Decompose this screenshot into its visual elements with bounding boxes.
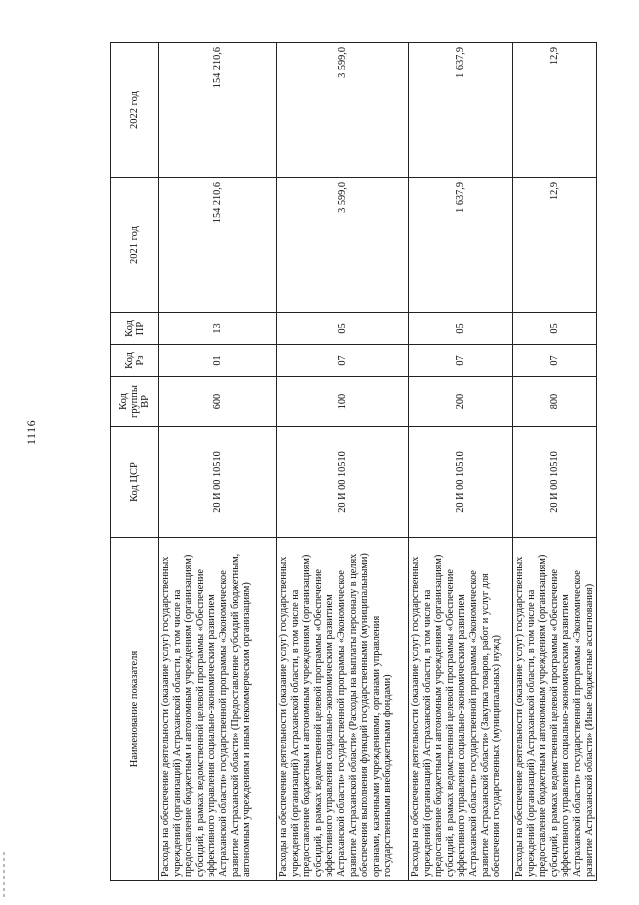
cell-pr: 13 [159, 313, 277, 345]
cell-2022: 1 637,9 [409, 43, 513, 178]
header-rz: Код Рз [111, 345, 159, 377]
cell-name: Расходы на обеспечение деятельности (оказание услуг) государственных учреждений (организаций) Астраханской области, в том числе на предоставление бюджетным и автономным учреждениям (организациям) субсидий, в рамках ведомственной целевой программы «Обеспечение эффективного управления социально-экономическим развитием Астраханской области» государственной программы «Экономическое развитие Астраханской области» (Иные бюджетные ассигнования) [513, 538, 597, 881]
cell-name: Расходы на обеспечение деятельности (оказание услуг) государственных учреждений (организаций) Астраханской области, в том числе на предоставление бюджетным и автономным учреждениям (организациям) субсидий, в рамках ведомственной целевой программы «Обеспечение эффективного управления социально-экономическим развитием Астраханской области» государственной программы «Экономическое развитие Астраханской области» (Расходы на выплаты персоналу в целях обеспечения выполнения функций государственными (муниципальными) органами, казенными учреждениями, органами управления государственными внебюджетными фондами) [277, 538, 409, 881]
cell-pr: 05 [409, 313, 513, 345]
header-2021: 2021 год [111, 178, 159, 313]
table-row [159, 43, 277, 881]
cell-vr: 100 [277, 377, 409, 427]
cell-pr: 05 [513, 313, 597, 345]
cell-2021: 1 637,9 [409, 178, 513, 313]
cell-vr: 200 [409, 377, 513, 427]
cell-rz: 07 [513, 345, 597, 377]
cell-name: Расходы на обеспечение деятельности (оказание услуг) государственных учреждений (организаций) Астраханской области, в том числе на предоставление бюджетным и автономным учреждениям (организациям) субсидий, в рамках ведомственной целевой программы «Обеспечение эффективного управления социально-экономическим развитием Астраханской области» государственной программы «Экономическое развитие Астраханской области» (Предоставление субсидий бюджетным, автономным учреждениям и иным некоммерческим организациям) [159, 538, 277, 881]
cell-name: Расходы на обеспечение деятельности (оказание услуг) государственных учреждений (организаций) Астраханской области, в том числе на предоставление бюджетным и автономным учреждениям (организациям) субсидий, в рамках ведомственной целевой программы «Обеспечение эффективного управления социально-экономическим развитием Астраханской области» государственной программы «Экономическое развитие Астраханской области» (Закупка товаров, работ и услуг для обеспечения государственных (муниципальных) нужд) [409, 538, 513, 881]
cell-rz: 07 [409, 345, 513, 377]
scan-edge-mark [3, 852, 5, 900]
cell-2022: 3 599,0 [277, 43, 409, 178]
budget-table [110, 42, 597, 881]
cell-rz: 01 [159, 345, 277, 377]
header-csr: Код ЦСР [111, 427, 159, 538]
cell-2022: 154 210,6 [159, 43, 277, 178]
cell-rz: 07 [277, 345, 409, 377]
cell-csr: 20 И 00 10510 [409, 427, 513, 538]
header-pr: Код ПР [111, 313, 159, 345]
header-name: Наименование показателя [111, 538, 159, 881]
cell-2021: 3 599,0 [277, 178, 409, 313]
table-row [513, 43, 597, 881]
table-row [409, 43, 513, 881]
cell-vr: 600 [159, 377, 277, 427]
table-header-row [111, 43, 159, 881]
cell-2021: 12,9 [513, 178, 597, 313]
cell-pr: 05 [277, 313, 409, 345]
cell-2022: 12,9 [513, 43, 597, 178]
header-vr: Код группы ВР [111, 377, 159, 427]
cell-2021: 154 210,6 [159, 178, 277, 313]
cell-csr: 20 И 00 10510 [159, 427, 277, 538]
rotated-table-container [110, 43, 595, 881]
cell-csr: 20 И 00 10510 [277, 427, 409, 538]
header-2022: 2022 год [111, 43, 159, 178]
table-row [277, 43, 409, 881]
cell-csr: 20 И 00 10510 [513, 427, 597, 538]
page-number: 1116 [24, 419, 38, 445]
cell-vr: 800 [513, 377, 597, 427]
